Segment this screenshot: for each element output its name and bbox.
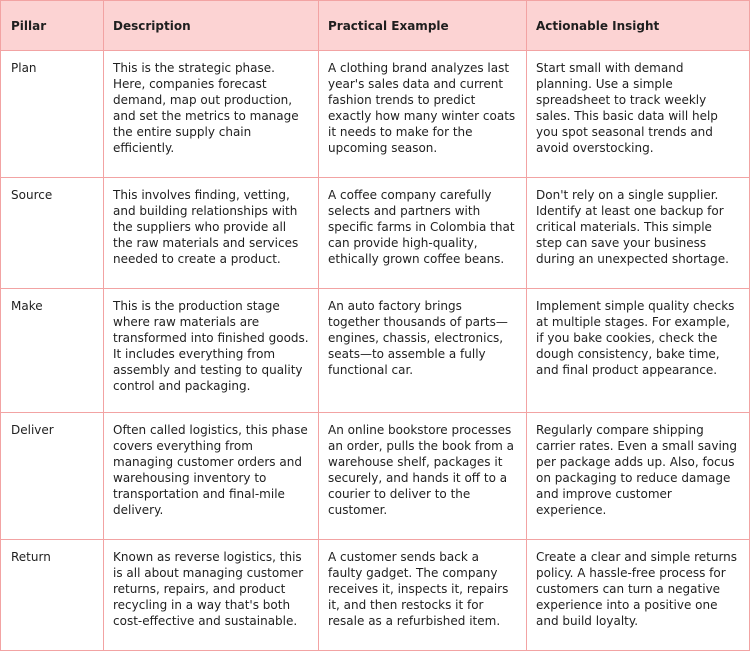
table-row [1, 289, 750, 413]
example-cell: A clothing brand analyzes last year's sales data and current fashion trends to predict exactly how many winter coats it needs to make for the upcoming season. [319, 51, 527, 178]
insight-cell: Don't rely on a single supplier. Identify at least one backup for critical materials. This simple step can save your business during an unexpected shortage. [527, 178, 750, 289]
table-row [1, 51, 750, 178]
example-cell: A coffee company carefully selects and partners with specific farms in Colombia that can provide high-quality, ethically grown coffee beans. [319, 178, 527, 289]
table-row [1, 178, 750, 289]
insight-cell: Create a clear and simple returns policy. A hassle-free process for customers can turn a negative experience into a positive one and build loyalty. [527, 540, 750, 651]
table-body [1, 51, 750, 651]
pillar-cell: Deliver [1, 413, 104, 540]
description-cell: This involves finding, vetting, and building relationships with the suppliers who provide all the raw materials and services needed to create a product. [104, 178, 319, 289]
example-cell: A customer sends back a faulty gadget. The company receives it, inspects it, repairs it, and then restocks it for resale as a refurbished item. [319, 540, 527, 651]
description-cell: This is the production stage where raw materials are transformed into finished goods. It includes everything from assembly and testing to quality control and packaging. [104, 289, 319, 413]
pillar-cell: Plan [1, 51, 104, 178]
table-row [1, 413, 750, 540]
table-header [1, 1, 750, 51]
header-description: Description [104, 1, 319, 51]
insight-cell: Implement simple quality checks at multiple stages. For example, if you bake cookies, check the dough consistency, bake time, and final product appearance. [527, 289, 750, 413]
header-pillar: Pillar [1, 1, 104, 51]
pillar-cell: Source [1, 178, 104, 289]
pillar-cell: Make [1, 289, 104, 413]
example-cell: An online bookstore processes an order, pulls the book from a warehouse shelf, packages it securely, and hands it off to a courier to deliver to the customer. [319, 413, 527, 540]
header-insight: Actionable Insight [527, 1, 750, 51]
header-example: Practical Example [319, 1, 527, 51]
table-row [1, 540, 750, 651]
pillar-cell: Return [1, 540, 104, 651]
description-cell: Often called logistics, this phase covers everything from managing customer orders and warehousing inventory to transportation and final-mile delivery. [104, 413, 319, 540]
header-row [1, 1, 750, 51]
insight-cell: Regularly compare shipping carrier rates. Even a small saving per package adds up. Also, focus on packaging to reduce damage and improve customer experience. [527, 413, 750, 540]
insight-cell: Start small with demand planning. Use a simple spreadsheet to track weekly sales. This basic data will help you spot seasonal trends and avoid overstocking. [527, 51, 750, 178]
example-cell: An auto factory brings together thousands of parts—engines, chassis, electronics, seats—to assemble a fully functional car. [319, 289, 527, 413]
description-cell: This is the strategic phase. Here, companies forecast demand, map out production, and set the metrics to manage the entire supply chain efficiently. [104, 51, 319, 178]
description-cell: Known as reverse logistics, this is all about managing customer returns, repairs, and product recycling in a way that's both cost-effective and sustainable. [104, 540, 319, 651]
